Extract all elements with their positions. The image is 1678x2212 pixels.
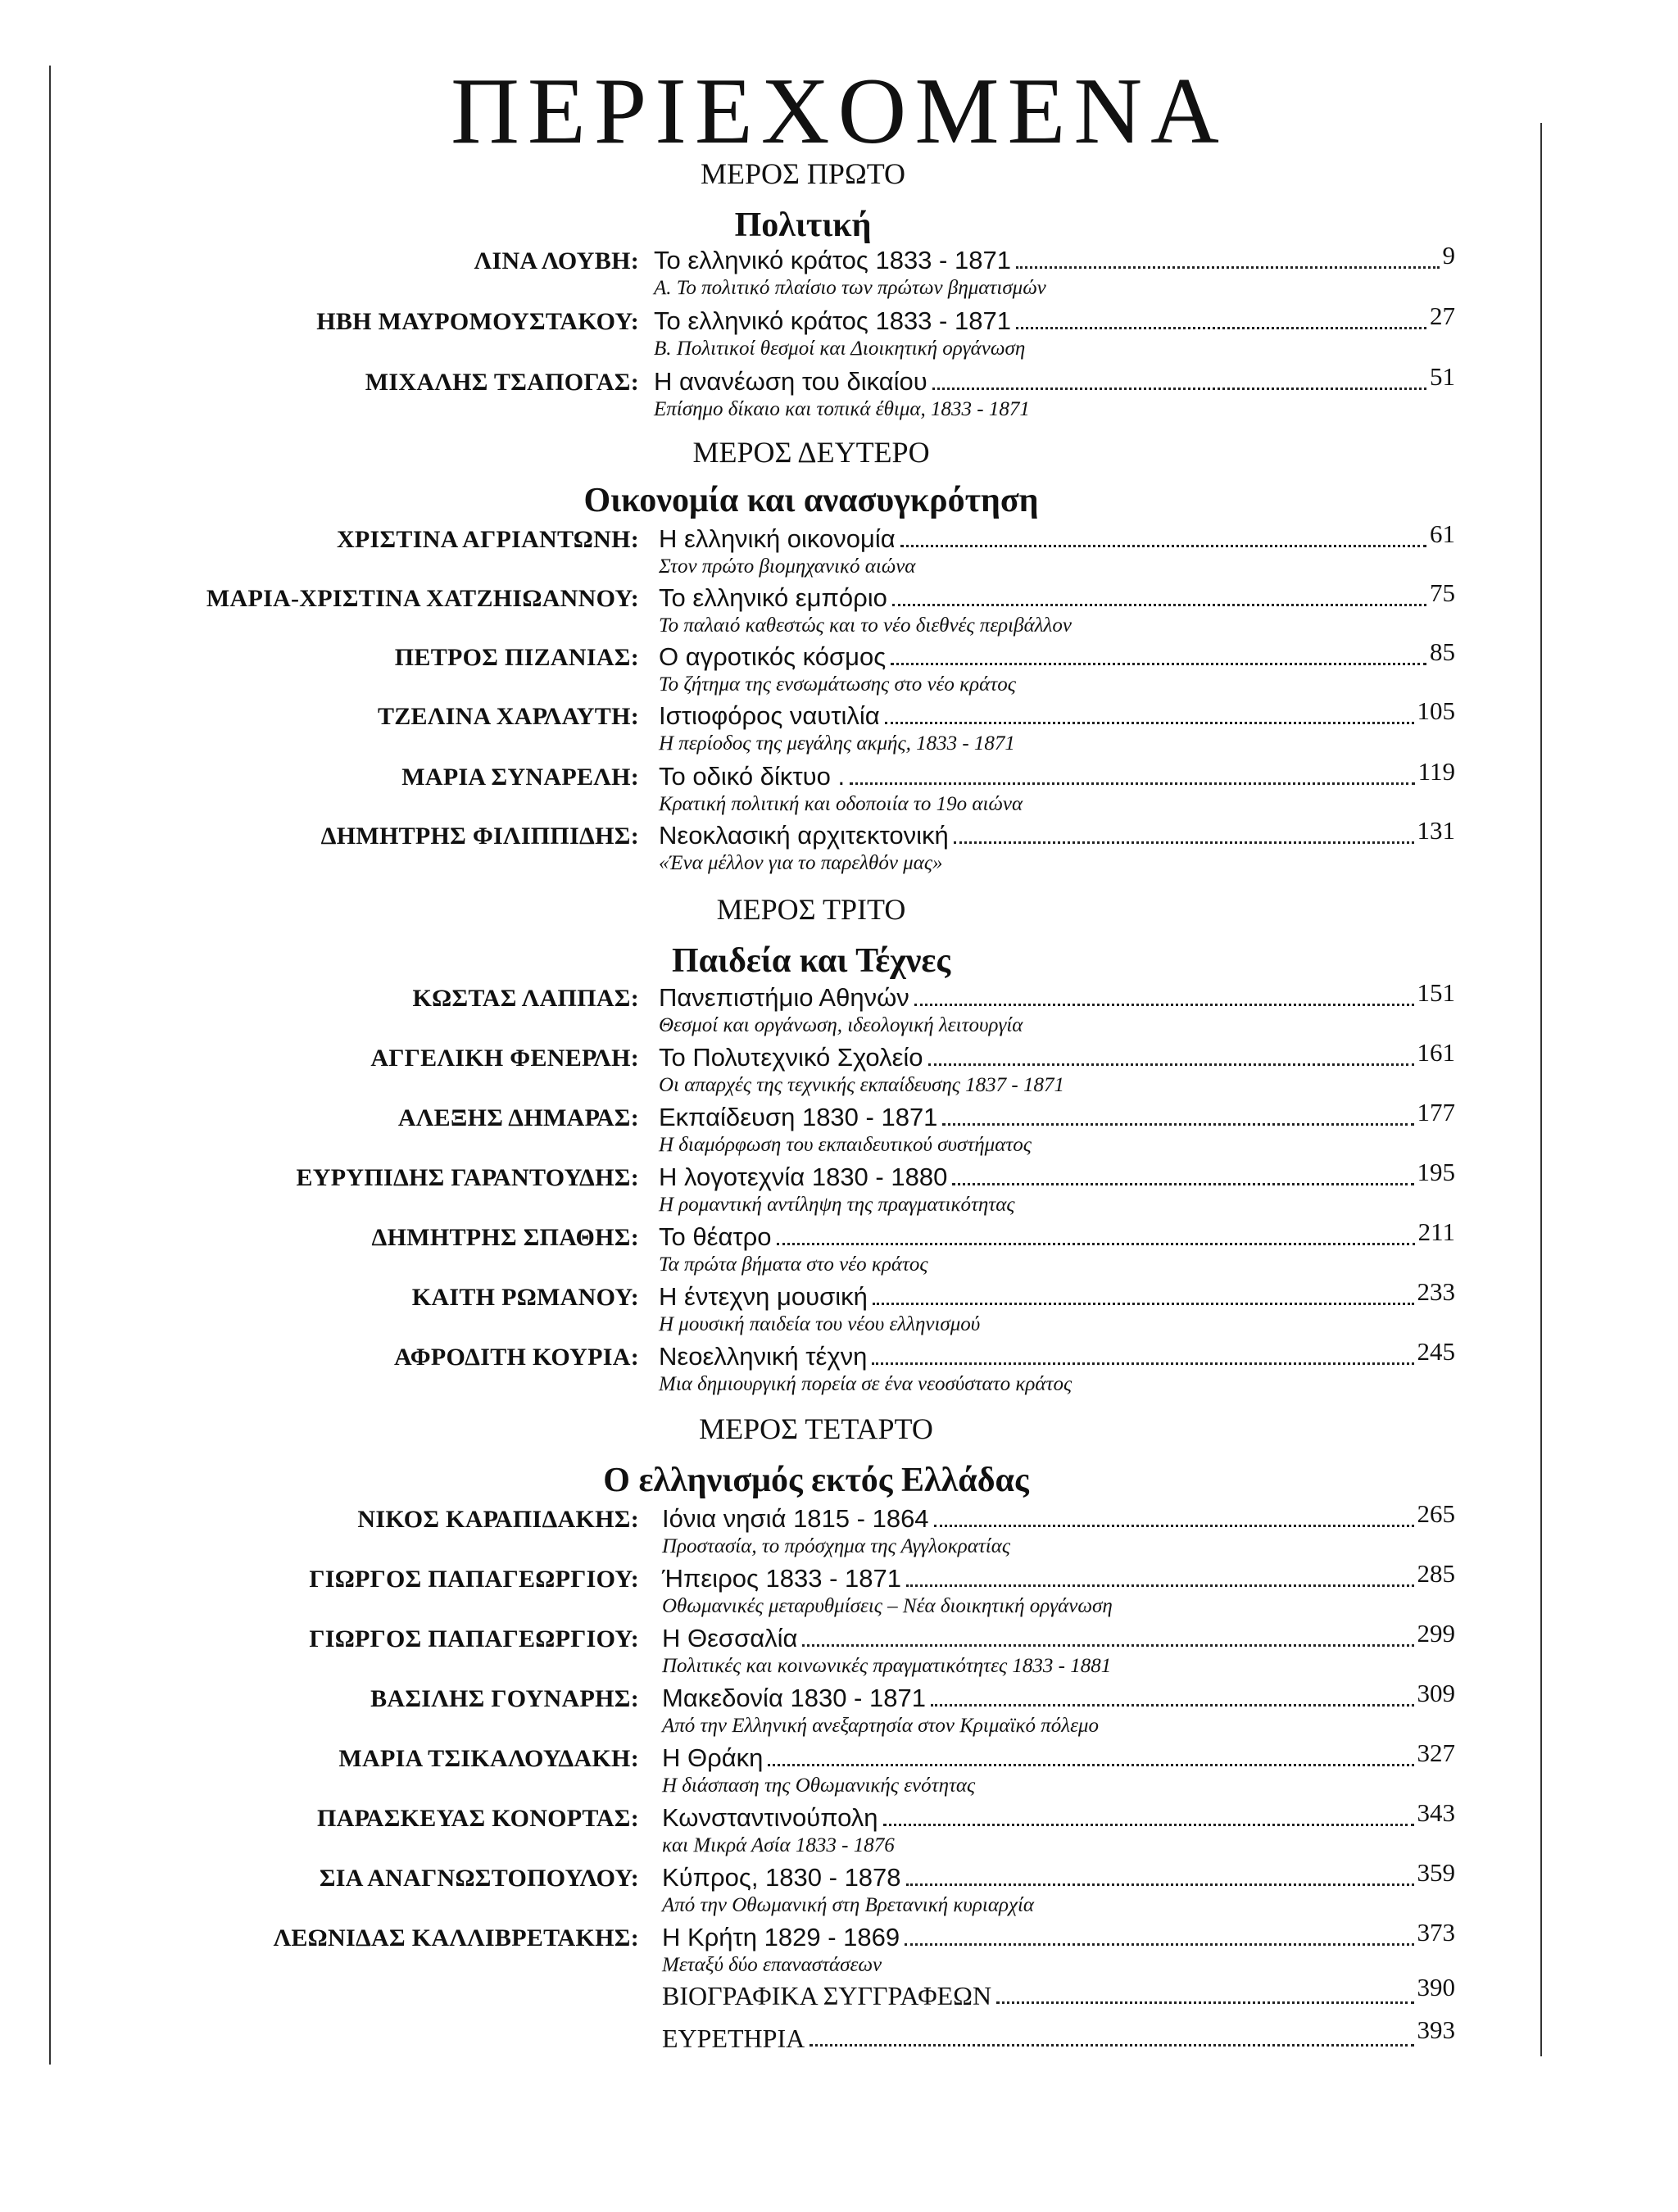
entry-author: ΑΦΡΟΔΙΤΗ ΚΟΥΡΙΑ: bbox=[393, 1344, 639, 1371]
toc-entry bbox=[0, 816, 1678, 878]
toc-entry bbox=[0, 1559, 1678, 1621]
dot-leader bbox=[892, 604, 1426, 606]
entry-title: Η Κρήτη 1829 - 1869 bbox=[662, 1923, 900, 1951]
entry-main-line[interactable] bbox=[662, 1918, 1455, 1952]
entry-title: Ιστιοφόρος ναυτιλία bbox=[659, 701, 880, 730]
entry-subtitle: Τα πρώτα βήματα στο νέο κράτος bbox=[659, 1253, 928, 1276]
dot-leader bbox=[885, 722, 1414, 724]
entry-author: ΝΙΚΟΣ ΚΑΡΑΠΙΔΑΚΗΣ: bbox=[357, 1506, 639, 1533]
entry-subtitle: Προστασία, το πρόσχημα της Αγγλοκρατίας bbox=[662, 1535, 1010, 1557]
entry-main-line[interactable] bbox=[659, 1277, 1455, 1312]
entry-main-line[interactable] bbox=[659, 1158, 1455, 1192]
section-title: Ο ελληνισμός εκτός Ελλάδας bbox=[603, 1462, 1029, 1499]
toc-entry bbox=[0, 696, 1678, 759]
toc-entry bbox=[0, 1277, 1678, 1339]
entry-title: Κωνσταντινούπολη bbox=[662, 1803, 878, 1832]
entry-main-line[interactable] bbox=[659, 519, 1455, 554]
dot-leader bbox=[905, 1943, 1413, 1946]
entry-main-line[interactable] bbox=[662, 1798, 1455, 1833]
entry-subtitle: και Μικρά Ασία 1833 - 1876 bbox=[662, 1834, 895, 1856]
entry-page-number: 327 bbox=[1417, 1738, 1455, 1767]
entry-page-number: 285 bbox=[1417, 1559, 1455, 1588]
entry-title: Το οδικό δίκτυο . bbox=[659, 762, 846, 791]
entry-subtitle: Το ζήτημα της ενσωμάτωσης στο νέο κράτος bbox=[659, 673, 1016, 696]
entry-subtitle: Η διαμόρφωση του εκπαιδευτικού συστήματος bbox=[659, 1134, 1032, 1156]
entry-main-line[interactable] bbox=[659, 757, 1455, 791]
entry-page-number: 151 bbox=[1417, 978, 1455, 1007]
entry-title: Ήπειρος 1833 - 1871 bbox=[662, 1564, 901, 1593]
entry-title: Μακεδονία 1830 - 1871 bbox=[662, 1684, 926, 1712]
entry-subtitle: Το παλαιό καθεστώς και το νέο διεθνές περιβάλλον bbox=[659, 614, 1072, 637]
entry-page-number: 9 bbox=[1442, 241, 1455, 270]
entry-author: ΣΙΑ ΑΝΑΓΝΩΣΤΟΠΟΥΛΟΥ: bbox=[319, 1865, 639, 1892]
toc-extra-entry[interactable] bbox=[662, 2015, 1455, 2053]
entry-title: Νεοελληνική τέχνη bbox=[659, 1342, 868, 1371]
entry-page-number: 105 bbox=[1417, 696, 1455, 725]
entry-title: Το Πολυτεχνικό Σχολείο bbox=[659, 1043, 923, 1072]
entry-page-number: 309 bbox=[1417, 1679, 1455, 1707]
toc-entry bbox=[0, 1679, 1678, 1741]
entry-main-line[interactable] bbox=[659, 637, 1455, 672]
entry-subtitle: Η περίοδος της μεγάλης ακμής, 1833 - 1871 bbox=[659, 732, 1015, 755]
entry-subtitle: Β. Πολιτικοί θεσμοί και Διοικητική οργάνωση bbox=[654, 338, 1026, 360]
toc-entry bbox=[0, 1738, 1678, 1801]
entry-subtitle: Θεσμοί και οργάνωση, ιδεολογική λειτουργία bbox=[659, 1014, 1023, 1036]
entry-title: Κύπρος, 1830 - 1878 bbox=[662, 1863, 901, 1892]
dot-leader bbox=[906, 1584, 1414, 1587]
entry-subtitle: Α. Το πολιτικό πλαίσιο των πρώτων βηματισμών bbox=[654, 277, 1046, 299]
dot-leader bbox=[996, 2001, 1413, 2004]
toc-entry bbox=[0, 241, 1678, 303]
entry-title: Η λογοτεχνία 1830 - 1880 bbox=[659, 1163, 948, 1191]
entry-author: ΜΑΡΙΑ ΤΣΙΚΑΛΟΥΔΑΚΗ: bbox=[338, 1745, 639, 1772]
entry-title: Η Θεσσαλία bbox=[662, 1624, 798, 1652]
entry-subtitle: Στον πρώτο βιομηχανικό αιώνα bbox=[659, 555, 916, 578]
dot-leader bbox=[891, 663, 1426, 665]
entry-author: ΛΙΝΑ ΛΟΥΒΗ: bbox=[474, 247, 639, 274]
dot-leader bbox=[883, 1824, 1414, 1826]
dot-leader bbox=[850, 782, 1415, 785]
toc-entry bbox=[0, 1798, 1678, 1861]
entry-author: ΜΑΡΙΑ ΣΥΝΑΡΕΛΗ: bbox=[401, 764, 639, 791]
entry-author: ΜΑΡΙΑ-ΧΡΙΣΤΙΝΑ ΧΑΤΖΗΙΩΑΝΝΟΥ: bbox=[206, 585, 639, 612]
dot-leader bbox=[931, 1704, 1414, 1707]
entry-subtitle: Μεταξύ δύο επαναστάσεων bbox=[662, 1954, 882, 1976]
entry-author: ΑΛΕΞΗΣ ΔΗΜΑΡΑΣ: bbox=[397, 1104, 639, 1131]
toc-extra-entry[interactable] bbox=[662, 1973, 1455, 2010]
entry-page-number: 75 bbox=[1430, 578, 1455, 607]
dot-leader bbox=[872, 1362, 1413, 1365]
entry-subtitle: Μια δημιουργική πορεία σε ένα νεοσύστατο κράτος bbox=[659, 1373, 1073, 1395]
entry-author: ΤΖΕΛΙΝΑ ΧΑΡΛΑΥΤΗ: bbox=[377, 703, 639, 730]
dot-leader bbox=[768, 1764, 1413, 1766]
entry-page-number: 51 bbox=[1430, 362, 1455, 391]
entry-author: ΠΑΡΑΣΚΕΥΑΣ ΚΟΝΟΡΤΑΣ: bbox=[316, 1805, 639, 1832]
extra-label: ΒΙΟΓΡΑΦΙΚΑ ΣΥΓΓΡΑΦΕΩΝ bbox=[662, 1980, 992, 2010]
extra-page-number: 390 bbox=[1417, 1973, 1455, 2001]
dot-leader bbox=[914, 1004, 1414, 1006]
entry-subtitle: Πολιτικές και κοινωνικές πραγματικότητες 1833 - 1881 bbox=[662, 1655, 1112, 1677]
entry-page-number: 177 bbox=[1417, 1098, 1455, 1126]
entry-page-number: 119 bbox=[1417, 757, 1455, 786]
entry-main-line[interactable] bbox=[662, 1619, 1455, 1653]
entry-main-line[interactable] bbox=[659, 696, 1455, 731]
entry-main-line[interactable] bbox=[662, 1858, 1455, 1892]
toc-entry bbox=[0, 1499, 1678, 1562]
extra-label: ΕΥΡΕΤΗΡΙΑ bbox=[662, 2023, 805, 2053]
entry-main-line[interactable] bbox=[659, 1098, 1455, 1132]
toc-entry bbox=[0, 978, 1678, 1040]
dot-leader bbox=[928, 1063, 1414, 1066]
entry-title: Πανεπιστήμιο Αθηνών bbox=[659, 983, 909, 1012]
entry-page-number: 131 bbox=[1417, 816, 1455, 845]
entry-main-line[interactable] bbox=[659, 1217, 1455, 1252]
entry-main-line[interactable] bbox=[659, 816, 1455, 850]
entry-title: Η ελληνική οικονομία bbox=[659, 524, 896, 553]
part-label: ΜΕΡΟΣ ΤΡΙΤΟ bbox=[716, 893, 906, 926]
dot-leader bbox=[810, 2044, 1413, 2047]
entry-author: ΔΗΜΗΤΡΗΣ ΦΙΛΙΠΠΙΔΗΣ: bbox=[320, 823, 639, 850]
entry-page-number: 299 bbox=[1417, 1619, 1455, 1648]
entry-title: Το ελληνικό εμπόριο bbox=[659, 583, 887, 612]
entry-author: ΓΙΩΡΓΟΣ ΠΑΠΑΓΕΩΡΓΙΟΥ: bbox=[309, 1625, 639, 1652]
entry-main-line[interactable] bbox=[659, 578, 1455, 613]
part-label: ΜΕΡΟΣ ΔΕΥΤΕΡΟ bbox=[692, 436, 930, 469]
toc-entry bbox=[0, 1337, 1678, 1399]
entry-title: Το θέατρο bbox=[659, 1222, 772, 1251]
entry-title: Ο αγροτικός κόσμος bbox=[659, 642, 887, 671]
toc-entry bbox=[0, 1038, 1678, 1100]
entry-subtitle: Οι απαρχές της τεχνικής εκπαίδευσης 1837 - 1871 bbox=[659, 1074, 1064, 1096]
toc-entry bbox=[0, 1918, 1678, 1980]
entry-page-number: 161 bbox=[1417, 1038, 1455, 1067]
entry-subtitle: Από την Οθωμανική στη Βρετανική κυριαρχία bbox=[662, 1894, 1035, 1916]
entry-author: ΛΕΩΝΙΔΑΣ ΚΑΛΛΙΒΡΕΤΑΚΗΣ: bbox=[273, 1924, 639, 1951]
toc-entry bbox=[0, 1619, 1678, 1681]
dot-leader bbox=[900, 545, 1426, 547]
dot-leader bbox=[906, 1883, 1414, 1886]
entry-title: Η ανανέωση του δικαίου bbox=[654, 367, 927, 396]
dot-leader bbox=[1016, 327, 1426, 329]
toc-entry bbox=[0, 362, 1678, 424]
section-title: Παιδεία και Τέχνες bbox=[671, 942, 951, 980]
entry-author: ΒΑΣΙΛΗΣ ΓΟΥΝΑΡΗΣ: bbox=[370, 1685, 639, 1712]
entry-title: Ιόνια νησιά 1815 - 1864 bbox=[662, 1504, 929, 1533]
entry-page-number: 343 bbox=[1417, 1798, 1455, 1827]
dot-leader bbox=[934, 1525, 1414, 1527]
entry-author: ΚΑΙΤΗ ΡΩΜΑΝΟΥ: bbox=[411, 1284, 639, 1311]
entry-subtitle: «Ένα μέλλον για το παρελθόν μας» bbox=[659, 852, 943, 874]
entry-author: ΕΥΡΥΠΙΔΗΣ ΓΑΡΑΝΤΟΥΔΗΣ: bbox=[296, 1164, 639, 1191]
entry-page-number: 85 bbox=[1430, 637, 1455, 666]
dot-leader bbox=[802, 1644, 1413, 1647]
entry-title: Το ελληνικό κράτος 1833 - 1871 bbox=[654, 306, 1011, 335]
section-title: Πολιτική bbox=[734, 206, 872, 244]
entry-page-number: 211 bbox=[1417, 1217, 1455, 1246]
entry-title: Εκπαίδευση 1830 - 1871 bbox=[659, 1103, 938, 1131]
entry-page-number: 233 bbox=[1417, 1277, 1455, 1306]
dot-leader bbox=[873, 1303, 1414, 1305]
entry-author: ΚΩΣΤΑΣ ΛΑΠΠΑΣ: bbox=[412, 985, 639, 1012]
toc-entry bbox=[0, 757, 1678, 819]
part-label: ΜΕΡΟΣ ΤΕΤΑΡΤΟ bbox=[699, 1412, 933, 1445]
entry-page-number: 265 bbox=[1417, 1499, 1455, 1528]
dot-leader bbox=[952, 1183, 1413, 1185]
dot-leader bbox=[942, 1123, 1413, 1126]
entry-page-number: 27 bbox=[1430, 301, 1455, 330]
dot-leader bbox=[1016, 266, 1440, 269]
entry-author: ΜΙΧΑΛΗΣ ΤΣΑΠΟΓΑΣ: bbox=[365, 369, 639, 396]
entry-subtitle: Κρατική πολιτική και οδοποιία το 19ο αιώνα bbox=[659, 793, 1023, 815]
toc-entry bbox=[0, 301, 1678, 364]
section-title: Οικονομία και ανασυγκρότηση bbox=[583, 482, 1039, 519]
entry-page-number: 359 bbox=[1417, 1858, 1455, 1887]
toc-entry bbox=[0, 1098, 1678, 1160]
entry-author: ΧΡΙΣΤΙΝΑ ΑΓΡΙΑΝΤΩΝΗ: bbox=[336, 526, 639, 553]
entry-title: Το ελληνικό κράτος 1833 - 1871 bbox=[654, 246, 1011, 274]
entry-subtitle: Επίσημο δίκαιο και τοπικά έθιμα, 1833 - 1871 bbox=[654, 398, 1030, 420]
entry-main-line[interactable] bbox=[662, 1559, 1455, 1593]
dot-leader bbox=[954, 841, 1414, 844]
entry-main-line[interactable] bbox=[659, 978, 1455, 1013]
entry-title: Νεοκλασική αρχιτεκτονική bbox=[659, 821, 949, 850]
entry-main-line[interactable] bbox=[662, 1679, 1455, 1713]
page-title: ΠΕΡΙΕΧΟΜΕΝΑ bbox=[451, 59, 1227, 164]
entry-main-line[interactable] bbox=[659, 1337, 1455, 1371]
entry-main-line[interactable] bbox=[654, 241, 1455, 275]
entry-subtitle: Οθωμανικές μεταρυθμίσεις – Νέα διοικητική οργάνωση bbox=[662, 1595, 1113, 1617]
entry-title: Η Θράκη bbox=[662, 1743, 764, 1772]
entry-author: ΓΙΩΡΓΟΣ ΠΑΠΑΓΕΩΡΓΙΟΥ: bbox=[309, 1566, 639, 1593]
dot-leader bbox=[932, 388, 1426, 390]
extra-page-number: 393 bbox=[1417, 2015, 1455, 2044]
entry-subtitle: Η ρομαντική αντίληψη της πραγματικότητας bbox=[659, 1194, 1015, 1216]
toc-entry bbox=[0, 1217, 1678, 1280]
entry-author: ΠΕΤΡΟΣ ΠΙΖΑΝΙΑΣ: bbox=[394, 644, 639, 671]
entry-main-line[interactable] bbox=[654, 362, 1455, 397]
entry-main-line[interactable] bbox=[654, 301, 1455, 336]
toc-entry bbox=[0, 1158, 1678, 1220]
entry-page-number: 245 bbox=[1417, 1337, 1455, 1366]
entry-subtitle: Η διάσπαση της Οθωμανικής ενότητας bbox=[662, 1775, 976, 1797]
entry-author: ΔΗΜΗΤΡΗΣ ΣΠΑΘΗΣ: bbox=[371, 1224, 639, 1251]
part-label: ΜΕΡΟΣ ΠΡΩΤΟ bbox=[700, 157, 906, 190]
toc-entry bbox=[0, 578, 1678, 641]
entry-page-number: 373 bbox=[1417, 1918, 1455, 1947]
entry-main-line[interactable] bbox=[662, 1738, 1455, 1773]
toc-entry bbox=[0, 637, 1678, 700]
toc-entry bbox=[0, 1858, 1678, 1920]
entry-subtitle: Η μουσική παιδεία του νέου ελληνισμού bbox=[659, 1313, 981, 1335]
toc-entry bbox=[0, 519, 1678, 582]
entry-main-line[interactable] bbox=[662, 1499, 1455, 1534]
entry-page-number: 61 bbox=[1430, 519, 1455, 548]
entry-author: ΗΒΗ ΜΑΥΡΟΜΟΥΣΤΑΚΟΥ: bbox=[316, 308, 639, 335]
entry-main-line[interactable] bbox=[659, 1038, 1455, 1072]
entry-title: Η έντεχνη μουσική bbox=[659, 1282, 868, 1311]
dot-leader bbox=[777, 1243, 1415, 1245]
entry-author: ΑΓΓΕΛΙΚΗ ΦΕΝΕΡΛΗ: bbox=[370, 1045, 639, 1072]
entry-subtitle: Από την Ελληνική ανεξαρτησία στον Κριμαϊκό πόλεμο bbox=[662, 1715, 1099, 1737]
entry-page-number: 195 bbox=[1417, 1158, 1455, 1186]
